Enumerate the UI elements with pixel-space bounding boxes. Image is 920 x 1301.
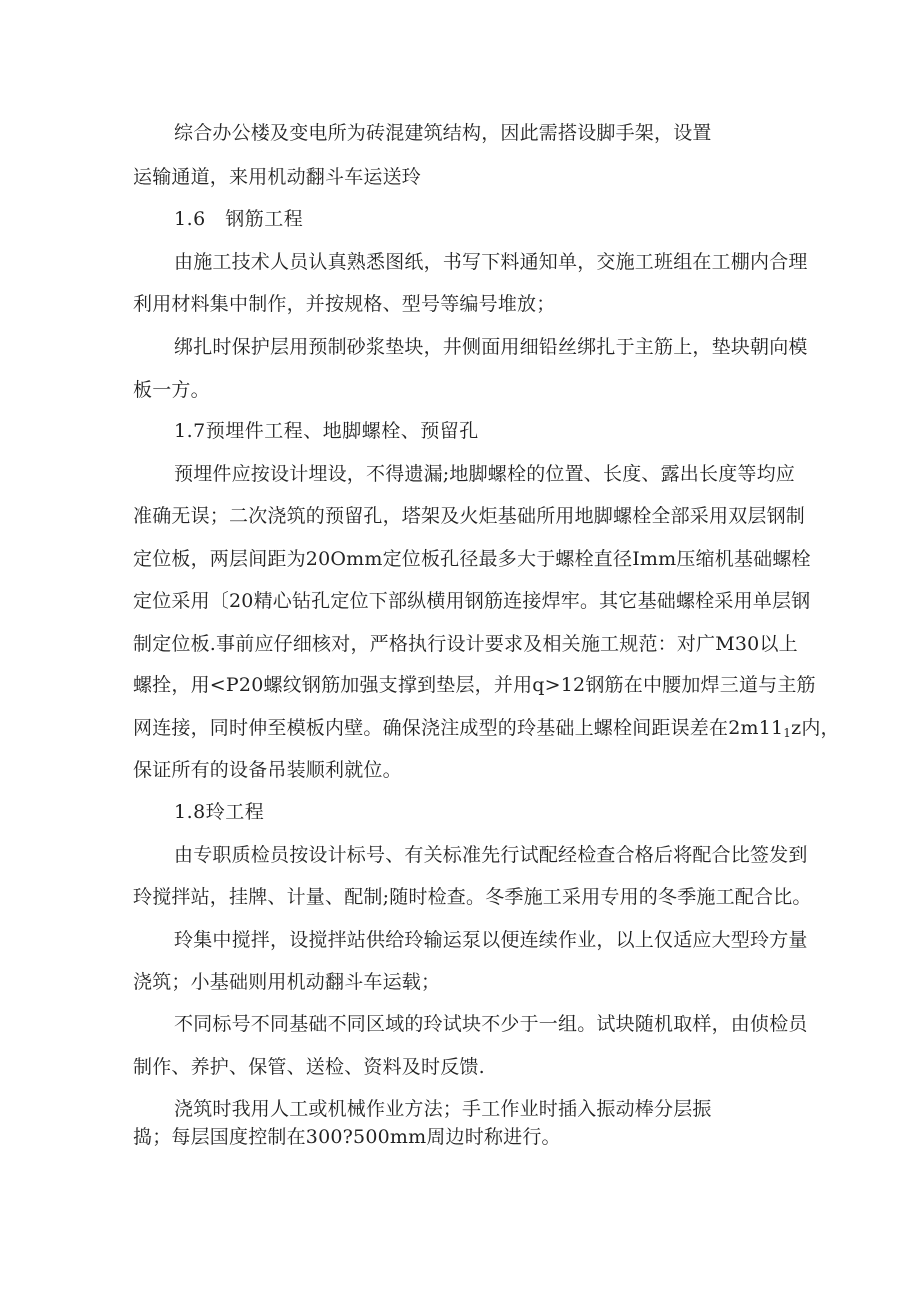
section-heading-1-7: 1.7预埋件工程、地脚螺栓、预留孔 — [174, 420, 479, 442]
section-heading-1-6: 1.6 钢筋工程 — [174, 208, 304, 230]
paragraph-line: 准确无误；二次浇筑的预留孔，塔架及火炬基础所用地脚螺栓全部采用双层钢制 — [133, 505, 806, 527]
paragraph-line: 捣；每层国度控制在300?500mm周边时称进行。 — [133, 1126, 561, 1148]
paragraph-line: 由专职质检员按设计标号、有关标准先行试配经检查合格后将配合比签发到 — [174, 844, 808, 866]
paragraph-line: 运输通道，来用机动翻斗车运送玲 — [133, 166, 422, 188]
paragraph-line: 玲集中搅拌，设搅拌站供给玲输运泵以便连续作业，以上仅适应大型玲方量 — [174, 929, 808, 951]
paragraph-line: 保证所有的设备吊装顺利就位。 — [133, 759, 402, 781]
paragraph-line: 绑扎时保护层用预制砂浆垫块，井侧面用细铅丝绑扎于主筋上，垫块朝向模 — [174, 336, 808, 358]
paragraph-line: 利用材料集中制作，并按规格、型号等编号堆放； — [133, 293, 556, 315]
paragraph-line: 综合办公楼及变电所为砖混建筑结构，因此需搭设脚手架，设置 — [174, 122, 712, 144]
paragraph-line: 制定位板.事前应仔细核对，严格执行设计要求及相关施工规范：对广M30以上 — [133, 633, 798, 655]
paragraph-line: 浇筑时我用人工或机械作业方法；手工作业时插入振动棒分层振 — [174, 1098, 712, 1120]
paragraph-line: 螺拴，用<P20螺纹钢筋加强支撑到垫层，并用q>12钢筋在中腰加焊三道与主筋 — [133, 674, 816, 696]
paragraph-line: 由施工技术人员认真熟悉图纸，书写下料通知单，交施工班组在工棚内合理 — [174, 251, 808, 273]
paragraph-line: 预埋件应按设计埋设，不得遗漏;地脚螺栓的位置、长度、露出长度等均应 — [174, 463, 796, 485]
paragraph-line-text: 网连接，同时伸至模板内壁。确保浇注成型的玲基础上螺栓间距误差在2m11 — [133, 717, 784, 739]
paragraph-line: 定位板，两层间距为20Omm定位板孔径最多大于螺栓直径Imm压缩机基础螺栓 — [133, 548, 811, 570]
paragraph-line: 定位采用〔20精心钻孔定位下部纵横用钢筋连接焊牢。其它基础螺栓采用单层钢 — [133, 590, 811, 612]
paragraph-line — [133, 716, 840, 745]
section-heading-1-8: 1.8玲工程 — [174, 801, 265, 823]
paragraph-line: 制作、养护、保管、送检、资料及时反馈. — [133, 1056, 485, 1078]
paragraph-line-text: z内， — [791, 717, 840, 739]
subscript: 1 — [783, 726, 792, 740]
paragraph-line: 浇筑；小基础则用机动翻斗车运载； — [133, 971, 441, 993]
paragraph-line: 玲搅拌站，挂牌、计量、配制;随时检查。冬季施工采用专用的冬季施工配合比。 — [133, 886, 812, 908]
paragraph-line: 不同标号不同基础不同区域的玲试块不少于一组。试块随机取样，由侦检员 — [174, 1013, 808, 1035]
paragraph-line: 板一方。 — [133, 379, 210, 401]
